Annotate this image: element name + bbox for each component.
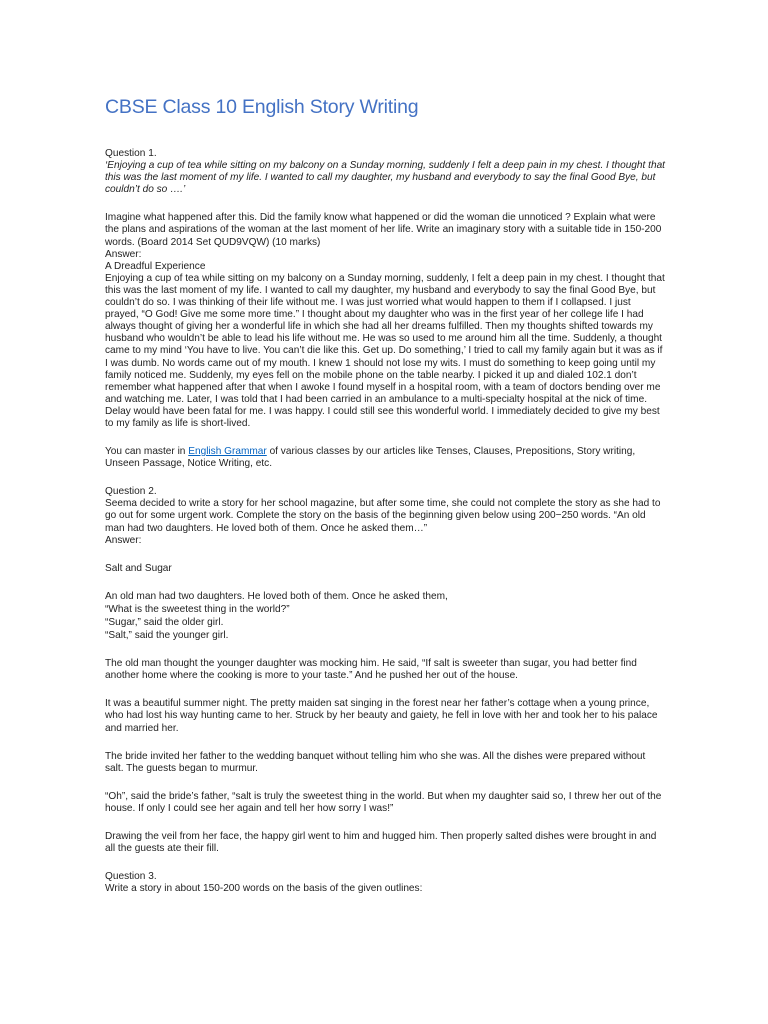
- question-2-label: Question 2.: [105, 486, 157, 498]
- question-1-story-title: A Dreadful Experience: [105, 260, 206, 272]
- question-3-task: Write a story in about 150-200 words on the basis of the given outlines:: [105, 883, 423, 895]
- story-paragraph: It was a beautiful summer night. The pretty maiden sat singing in the forest near her father’s cottage when a young prince, who had lost his way hunting came to her. Struck by her beauty and gaiety, he fell in love with her and took her to his palace and married her.: [105, 698, 658, 734]
- spacer: [105, 470, 665, 482]
- story-paragraph: “Oh”, said the bride’s father, “salt is truly the sweetest thing in the world. But when my daughter said so, I threw her out of the house. If only I could see her again and tell her how sorry I was!”: [105, 790, 662, 814]
- spacer: [105, 855, 665, 867]
- story-line: “Sugar,” said the older girl.: [105, 617, 224, 628]
- story-paragraph: The bride invited her father to the wedding banquet without telling him who she was. All the dishes were prepared without salt. The guests began to murmur.: [105, 750, 646, 774]
- promo-paragraph: [105, 446, 665, 470]
- question-1-task: Imagine what happened after this. Did the family know what happened or did the woman die unnoticed ? Explain what were the plans and aspirations of the woman at the last moment of her life. Write an imaginary story with a suitable tide in 150-200 words. (Board 2014 Set QUD9VQW) (10 marks): [105, 212, 662, 248]
- spacer: [105, 682, 665, 694]
- story-line: “Salt,” said the younger girl.: [105, 630, 229, 642]
- spacer: [105, 547, 665, 559]
- spacer: [105, 775, 665, 787]
- question-2-answer-label: Answer:: [105, 534, 142, 546]
- question-1-answer-label: Answer:: [105, 248, 142, 260]
- question-2-task: Seema decided to write a story for her school magazine, but after some time, she could not complete the story as she had to go out for some urgent work. Complete the story on the basis of the beginning given below using 200−250 words. “An old man had two daughters. He loved both of them. Once he asked them…”: [105, 498, 661, 534]
- question-1-prompt: ‘Enjoying a cup of tea while sitting on my balcony on a Sunday morning, suddenly I felt a deep pain in my chest. I thought that this was the last moment of my life. I wanted to call my daughter, my husband and everybody to say the final Good Bye, but couldn’t do so ….’: [105, 160, 665, 196]
- spacer: [105, 196, 665, 208]
- story-line: An old man had two daughters. He loved both of them. Once he asked them,: [105, 590, 448, 602]
- page-title: CBSE Class 10 English Story Writing: [105, 96, 419, 118]
- spacer: [105, 735, 665, 747]
- question-1-story: Enjoying a cup of tea while sitting on my balcony on a Sunday morning, suddenly, I felt a deep pain in my chest. I thought that this was the last moment of my life. I wanted to call my daughter, my husband and everybody to say the final Good Bye, but couldn’t do so. I was thinking of their life without me. I was just worried what would happen to them if I collapsed. I just prayed, “O God! Give me some more time.” I thought about my daughter who was in the first year of her college life I had always thought of giving her a wonderful life in which she had all her dreams fulfilled. Then my thoughts shifted towards my husband who wouldn’t be able to lead his life without me. He was so used to me around him all the time. Suddenly, a thought came to my mind ‘You have to live. You can’t die like this. Get up. Do something,’ I tried to call my family again but it was as if I was dumb. No words came out of my mouth. I knew 1 should not lose my wits. I must do something to keep going until my family noticed me. Suddenly, my eyes fell on the mobile phone on the table nearby. I picked it up and dialed 102.1 don’t remember what happened after that when I awoke I found myself in a hospital room, with a team of doctors bending over me and watching me. Later, I was told that I had been carried in an ambulance to a multi-specialty hospital at the nick of time. Delay would have been fatal for me. I was happy. I could still see this wonderful world. I immediately decided to give my best to my family as life is short-lived.: [105, 272, 665, 429]
- spacer: [105, 430, 665, 442]
- spacer: [105, 575, 665, 587]
- document-content: [105, 95, 665, 895]
- question-2-story-title: Salt and Sugar: [105, 562, 172, 574]
- story-paragraph: The old man thought the younger daughter was mocking him. He said, “If salt is sweeter than sugar, you had better find another home where the cooking is more to your taste.” And he pushed her out of the house.: [105, 658, 637, 682]
- promo-text-before: You can master in: [105, 446, 189, 458]
- english-grammar-link[interactable]: English Grammar: [188, 446, 267, 458]
- story-line: “What is the sweetest thing in the world?”: [105, 603, 290, 615]
- story-paragraph: Drawing the veil from her face, the happy girl went to him and hugged him. Then properly salted dishes were brought in and all the guests ate their fill.: [105, 831, 657, 855]
- question-3-label: Question 3.: [105, 871, 157, 883]
- promo-text-after: of various classes by our articles like Tenses, Clauses, Prepositions, Story writing, Unseen Passage, Notice Writing, etc.: [105, 446, 636, 470]
- spacer: [105, 815, 665, 827]
- spacer: [105, 642, 665, 654]
- question-1-label: Question 1.: [105, 148, 157, 159]
